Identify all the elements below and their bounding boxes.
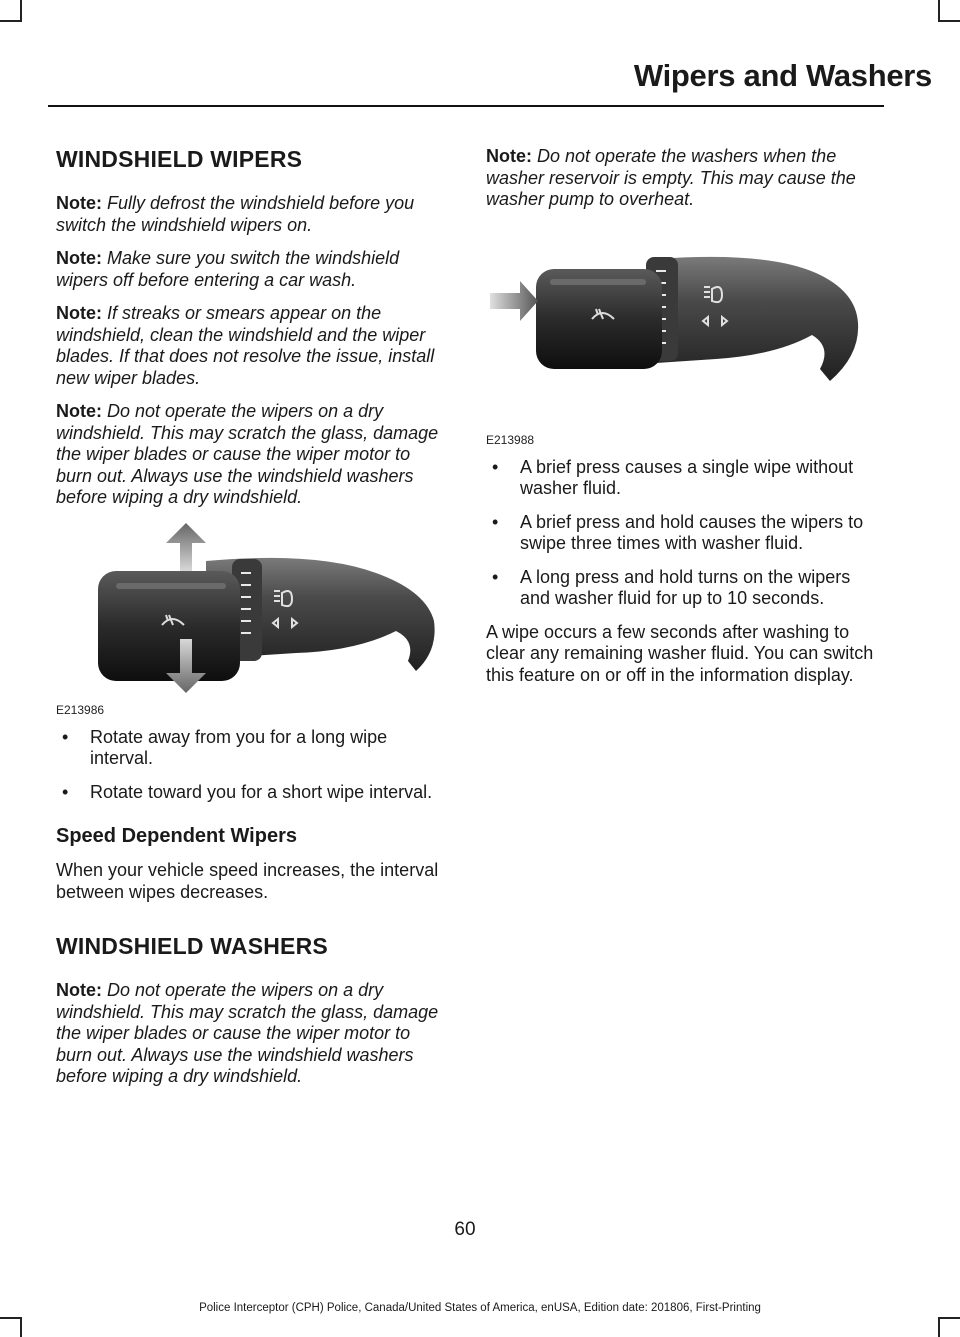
crop-mark (938, 1317, 940, 1337)
note-label: Note: (56, 248, 102, 268)
figure-code: E213986 (56, 702, 105, 717)
right-column (486, 146, 882, 698)
list-item: • Rotate toward you for a short wipe interval. (56, 782, 448, 804)
page-number: 60 (454, 1219, 476, 1240)
left-column (56, 130, 448, 1100)
note-text: If streaks or smears appear on the windshield, clean the windshield and the wiper blades. If that does not resolve the issue, install new wiper blades. (56, 303, 435, 388)
note (56, 248, 448, 291)
list-item: • A brief press causes a single wipe without washer fluid. (486, 457, 882, 500)
crop-mark (938, 20, 960, 22)
note-text: Fully defrost the windshield before you switch the windshield wipers on. (56, 193, 415, 235)
press-instructions (486, 457, 882, 610)
crop-mark (0, 20, 22, 22)
note-text: Do not operate the wipers on a dry windshield. This may scratch the glass, damage the wiper blades or cause the wiper motor to burn out. Always use the windshield washers before wiping a dry windshield. (56, 401, 439, 507)
wiper-stalk-illustration (56, 521, 448, 717)
paragraph: A wipe occurs a few seconds after washing to clear any remaining washer fluid. You can switch this feature on or off in the information display. (486, 621, 874, 685)
note-text: Make sure you switch the windshield wipers off before entering a car wash. (56, 248, 400, 290)
page-title: Wipers and Washers (633, 58, 932, 93)
figure-code: E213988 (486, 432, 535, 447)
note-text: Do not operate the wipers on a dry windshield. This may scratch the glass, damage the wiper blades or cause the wiper motor to burn out. Always use the windshield washers before wiping a dry windshield. (56, 980, 439, 1086)
note-label: Note: (486, 146, 532, 166)
note (56, 303, 448, 389)
footer: Police Interceptor (CPH) Police, Canada/United States of America, enUSA, Edition date: 201806, First-Printing (199, 1302, 761, 1314)
note (56, 193, 448, 236)
crop-mark (0, 1317, 22, 1319)
list-item: • A long press and hold turns on the wipers and washer fluid for up to 10 seconds. (486, 567, 882, 610)
crop-mark (20, 1317, 22, 1337)
note-label: Note: (56, 980, 102, 1000)
crop-mark (938, 0, 940, 22)
wiper-stalk-rotate-figure (56, 521, 448, 717)
wiper-stalk-press-illustration (486, 251, 882, 431)
list-item: • Rotate away from you for a long wipe interval. (56, 727, 448, 770)
rotate-instructions (56, 727, 448, 804)
section-title-wipers: WINDSHIELD WIPERS (56, 146, 303, 172)
subsection-title: Speed Dependent Wipers (56, 825, 297, 847)
subsection-text: When your vehicle speed increases, the interval between wipes decreases. (56, 860, 439, 902)
note (56, 980, 448, 1088)
note-label: Note: (56, 193, 102, 213)
list-item: • A brief press and hold causes the wipers to swipe three times with washer fluid. (486, 512, 882, 555)
section-title-washers: WINDSHIELD WASHERS (56, 933, 328, 959)
title-rule (48, 105, 884, 107)
note-label: Note: (56, 401, 102, 421)
crop-mark (938, 1317, 960, 1319)
crop-mark (20, 0, 22, 22)
note (56, 401, 448, 509)
note-label: Note: (56, 303, 102, 323)
note-text: Do not operate the washers when the washer reservoir is empty. This may cause the washer pump to overheat. (486, 146, 856, 209)
wiper-stalk-press-figure (486, 251, 882, 447)
note (486, 146, 882, 211)
